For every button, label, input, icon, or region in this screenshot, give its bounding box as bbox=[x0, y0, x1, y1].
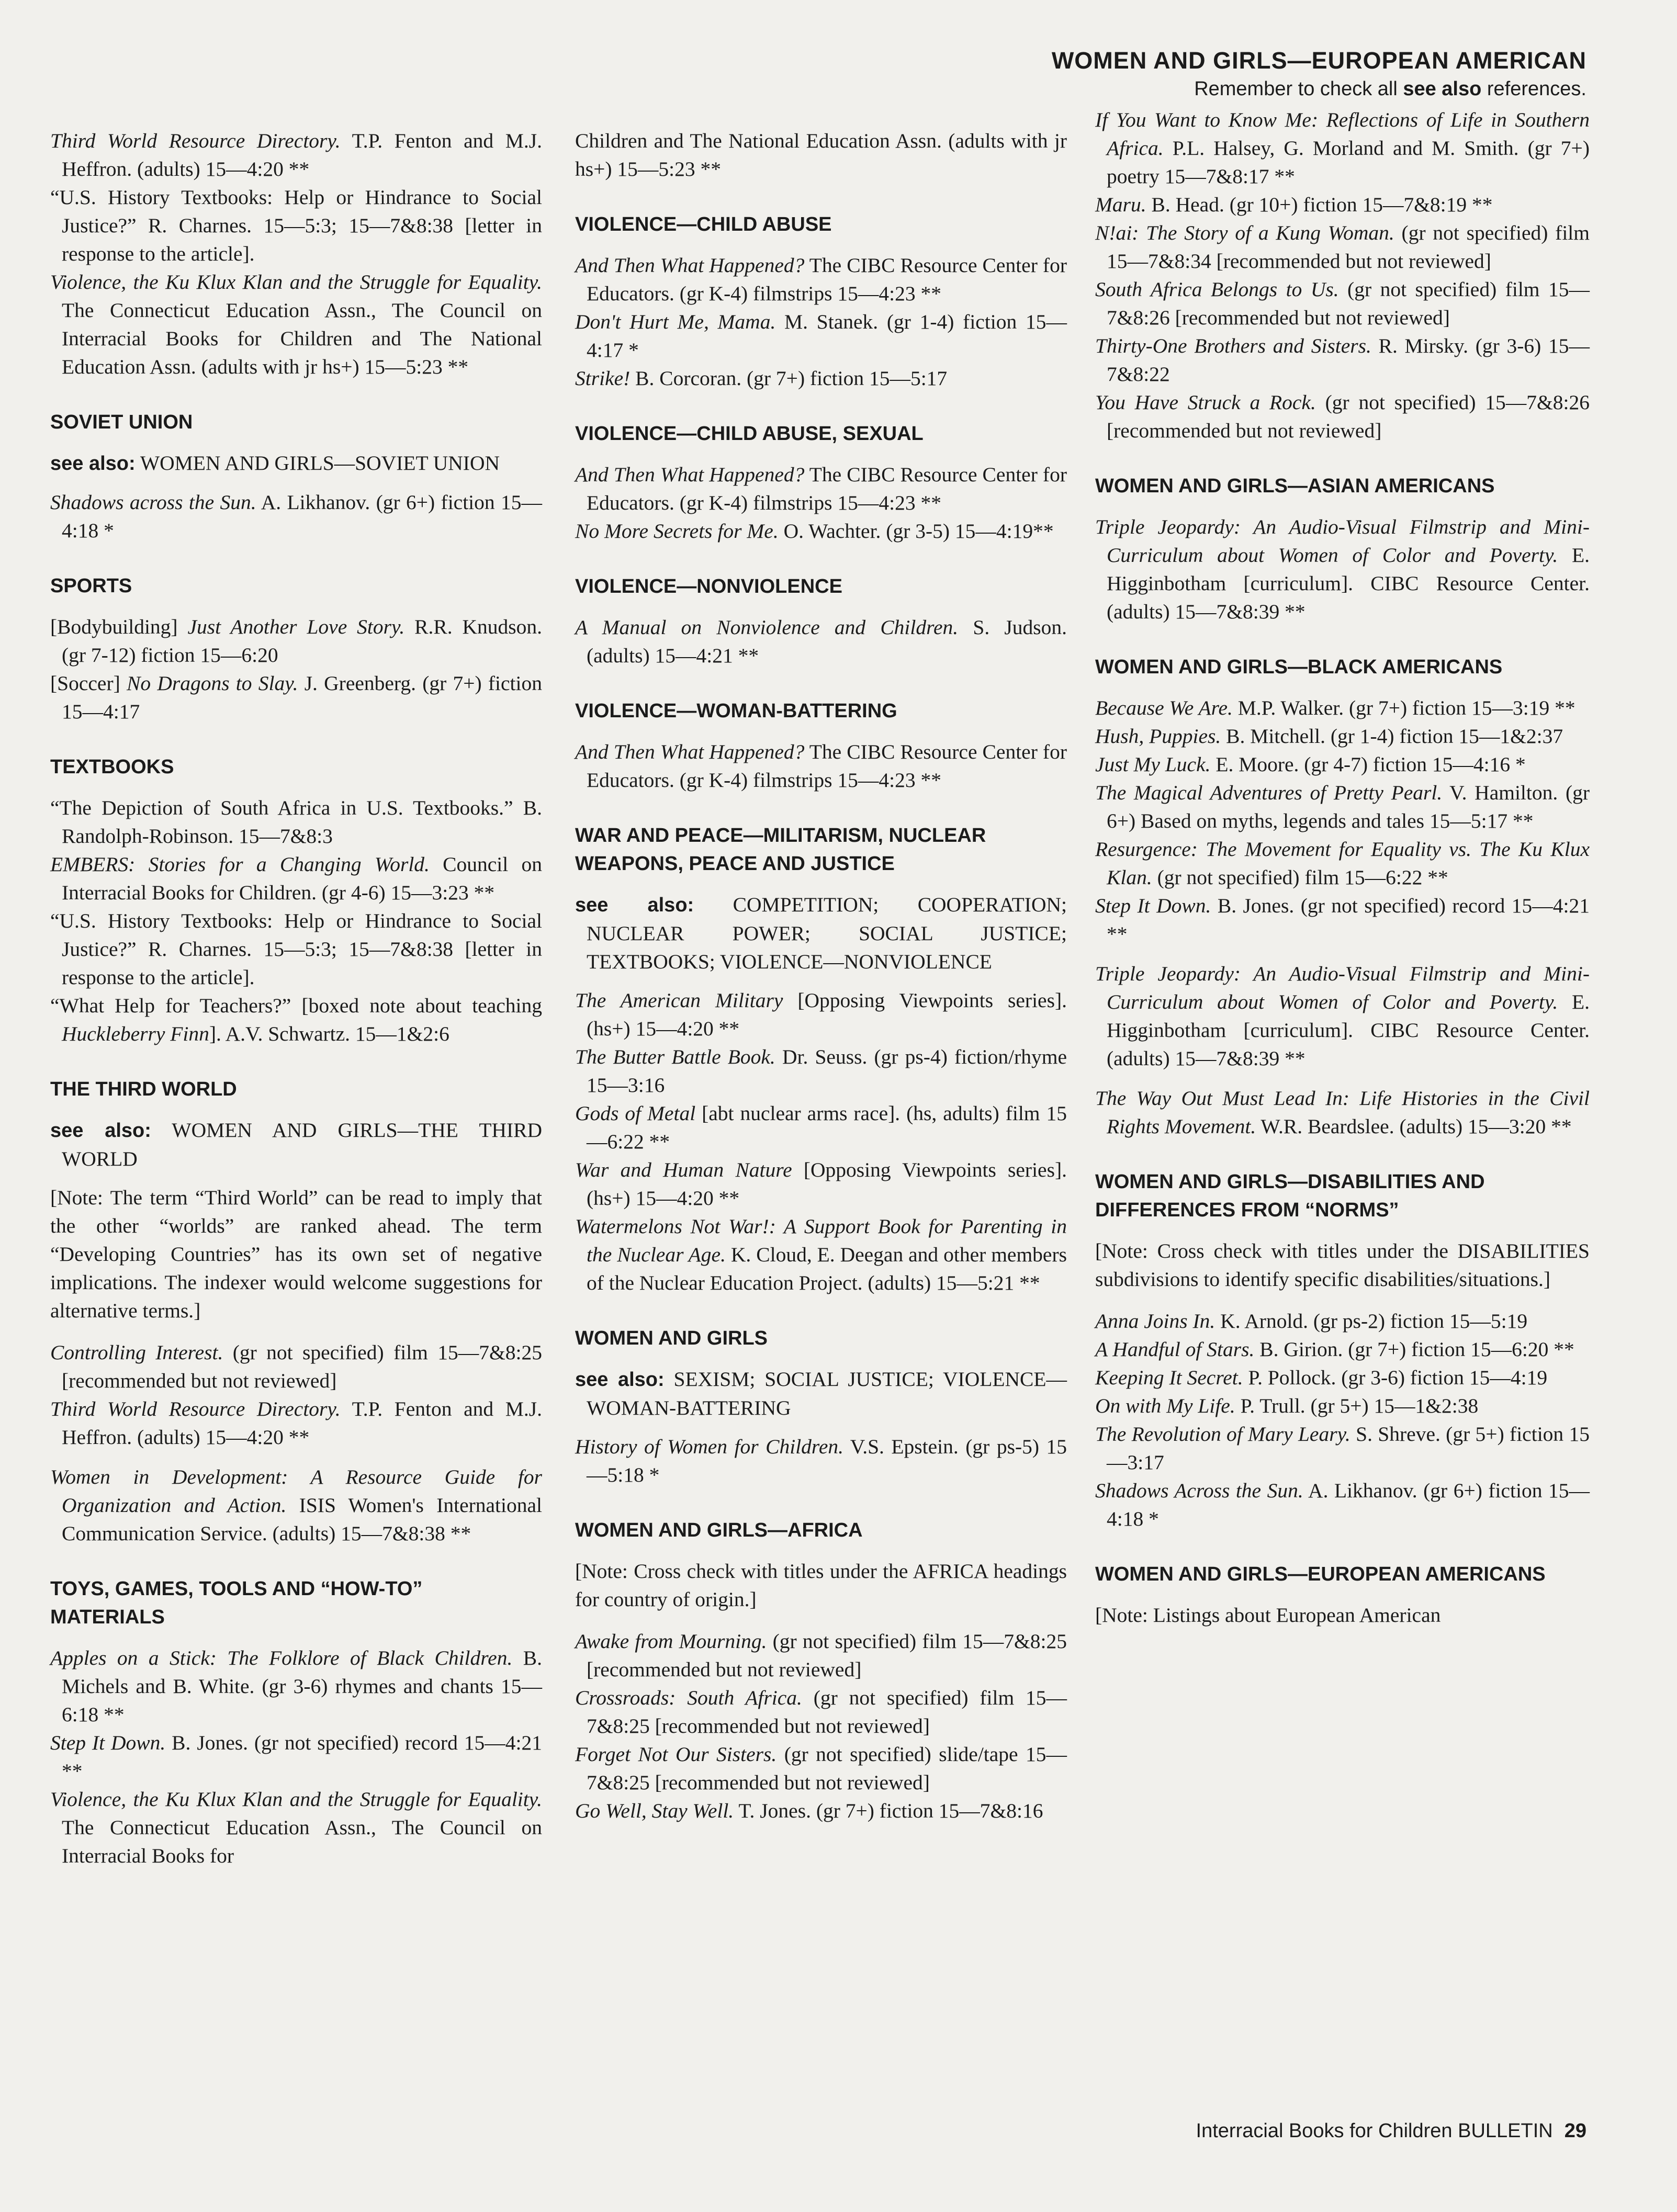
index-entry: EMBERS: Stories for a Changing World. Council on Interracial Books for Children. (gr 4-6) 15—3:23 ** bbox=[50, 853, 543, 904]
index-entry: The Revolution of Mary Leary. S. Shreve. (gr 5+) fiction 15—3:17 bbox=[1095, 1423, 1590, 1474]
index-entry: You Have Struck a Rock. (gr not specified) 15—7&8:26 [recommended but not reviewed] bbox=[1095, 391, 1590, 442]
section-heading: SPORTS bbox=[50, 575, 132, 597]
editor-note: [Note: The term “Third World” can be read to imply that the other “worlds” are ranked ahead. The term “Developing Countries” has its own set of negative implications. The indexer would welcome suggestions for alternative terms.] bbox=[50, 1186, 542, 1322]
section-heading: WOMEN AND GIRLS—AFRICA bbox=[575, 1519, 863, 1541]
index-entry: Women in Development: A Resource Guide for Organization and Action. ISIS Women's International Communication Service. (adults) 15—7&8:38 ** bbox=[50, 1465, 542, 1545]
section-heading: WAR AND PEACE—MILITARISM, NUCLEAR WEAPONS, PEACE AND JUSTICE bbox=[575, 825, 986, 875]
index-entry: War and Human Nature [Opposing Viewpoints series]. (hs+) 15—4:20 ** bbox=[575, 1158, 1067, 1210]
see-also: see also: SEXISM; SOCIAL JUSTICE; VIOLENCE—WOMAN-BATTERING bbox=[575, 1368, 1067, 1419]
header-subtitle-pre: Remember to check all bbox=[1194, 78, 1403, 100]
index-entry: Maru. B. Head. (gr 10+) fiction 15—7&8:19 ** bbox=[1095, 193, 1493, 216]
index-entry: The American Military [Opposing Viewpoints series]. (hs+) 15—4:20 ** bbox=[575, 989, 1067, 1040]
index-entry: Strike! B. Corcoran. (gr 7+) fiction 15—5:17 bbox=[575, 367, 948, 390]
index-entry: Step It Down. B. Jones. (gr not specified) record 15—4:21 ** bbox=[1095, 894, 1590, 945]
index-entry: The Butter Battle Book. Dr. Seuss. (gr ps-4) fiction/rhyme 15—3:16 bbox=[575, 1045, 1067, 1097]
index-entry: If You Want to Know Me: Reflections of Life in Southern Africa. P.L. Halsey, G. Morland and M. Smith. (gr 7+) poetry 15—7&8:17 ** bbox=[1095, 108, 1590, 188]
index-entry: Violence, the Ku Klux Klan and the Struggle for Equality. The Connecticut Education Assn., The Council on Interracial Books for bbox=[50, 1788, 542, 1867]
section-heading: WOMEN AND GIRLS—DISABILITIES AND DIFFERENCES FROM “NORMS” bbox=[1095, 1171, 1485, 1221]
page-footer bbox=[1196, 2120, 1586, 2142]
index-entry: Controlling Interest. (gr not specified) film 15—7&8:25 [recommended but not reviewed] bbox=[50, 1341, 542, 1392]
index-entry: “U.S. History Textbooks: Help or Hindrance to Social Justice?” R. Charnes. 15—5:3; 15—7&8:38 [letter in response to the article]. bbox=[50, 186, 542, 265]
section-heading: TEXTBOOKS bbox=[50, 756, 174, 778]
index-entry: The Magical Adventures of Pretty Pearl. V. Hamilton. (gr 6+) Based on myths, legends and tales 15—5:17 ** bbox=[1095, 781, 1590, 832]
running-header bbox=[1052, 46, 1586, 103]
index-entry: Gods of Metal [abt nuclear arms race]. (hs, adults) film 15—6:22 ** bbox=[575, 1102, 1067, 1153]
index-entry: “The Depiction of South Africa in U.S. Textbooks.” B. Randolph-Robinson. 15—7&8:3 bbox=[50, 796, 542, 848]
index-entry: Forget Not Our Sisters. (gr not specified) slide/tape 15—7&8:25 [recommended but not reviewed] bbox=[575, 1743, 1067, 1794]
see-also: see also: COMPETITION; COOPERATION; NUCLEAR POWER; SOCIAL JUSTICE; TEXTBOOKS; VIOLENCE—NONVIOLENCE bbox=[575, 893, 1067, 973]
header-subtitle-bold: see also bbox=[1403, 78, 1482, 100]
index-entry: Third World Resource Directory. T.P. Fenton and M.J. Heffron. (adults) 15—4:20 ** bbox=[50, 129, 542, 180]
index-entry: Awake from Mourning. (gr not specified) film 15—7&8:25 [recommended but not reviewed] bbox=[575, 1630, 1067, 1681]
section-heading: WOMEN AND GIRLS bbox=[575, 1327, 768, 1349]
section-heading: TOYS, GAMES, TOOLS AND “HOW-TO” MATERIALS bbox=[50, 1578, 423, 1628]
editor-note: [Note: Listings about European American bbox=[1095, 1604, 1441, 1627]
section-heading: VIOLENCE—WOMAN-BATTERING bbox=[575, 700, 897, 722]
header-subtitle bbox=[1052, 75, 1586, 103]
column-3 bbox=[1095, 108, 1590, 1643]
section-heading: WOMEN AND GIRLS—BLACK AMERICANS bbox=[1095, 656, 1503, 678]
column-1 bbox=[50, 127, 542, 1870]
section-heading: WOMEN AND GIRLS—ASIAN AMERICANS bbox=[1095, 475, 1495, 497]
index-entry: Watermelons Not War!: A Support Book for Parenting in the Nuclear Age. K. Cloud, E. Deegan and other members of the Nuclear Education Project. (adults) 15—5:21 ** bbox=[575, 1215, 1067, 1294]
index-entry: Keeping It Secret. P. Pollock. (gr 3-6) fiction 15—4:19 bbox=[1095, 1366, 1548, 1389]
editor-note: [Note: Cross check with titles under the DISABILITIES subdivisions to identify specific disabilities/situations.] bbox=[1095, 1239, 1590, 1291]
index-entry: Resurgence: The Movement for Equality vs. The Ku Klux Klan. (gr not specified) film 15—6:22 ** bbox=[1095, 838, 1590, 889]
index-entry: Shadows across the Sun. A. Likhanov. (gr 6+) fiction 15—4:18 * bbox=[50, 491, 543, 542]
page-number: 29 bbox=[1564, 2120, 1586, 2142]
index-entry: Triple Jeopardy: An Audio-Visual Filmstrip and Mini-Curriculum about Women of Color and Poverty. E. Higginbotham [curriculum]. CIBC Resource Center. (adults) 15—7&8:39 ** bbox=[1095, 962, 1590, 1070]
index-entry: Apples on a Stick: The Folklore of Black Children. B. Michels and B. White. (gr 3-6) rhymes and chants 15—6:18 ** bbox=[50, 1646, 542, 1726]
index-entry: “U.S. History Textbooks: Help or Hindrance to Social Justice?” R. Charnes. 15—5:3; 15—7&8:38 [letter in response to the article]. bbox=[50, 909, 542, 989]
index-entry: [Bodybuilding] Just Another Love Story. R.R. Knudson. (gr 7-12) fiction 15—6:20 bbox=[50, 615, 543, 667]
index-entry: “What Help for Teachers?” [boxed note about teaching Huckleberry Finn]. A.V. Schwartz. 15—1&2:6 bbox=[50, 994, 542, 1045]
section-heading: VIOLENCE—CHILD ABUSE bbox=[575, 213, 832, 235]
index-entry: Go Well, Stay Well. T. Jones. (gr 7+) fiction 15—7&8:16 bbox=[575, 1799, 1043, 1822]
index-entry: And Then What Happened? The CIBC Resource Center for Educators. (gr K-4) filmstrips 15—4:23 ** bbox=[575, 463, 1067, 514]
index-entry: Shadows Across the Sun. A. Likhanov. (gr 6+) fiction 15—4:18 * bbox=[1095, 1479, 1590, 1530]
header-title: WOMEN AND GIRLS—EUROPEAN AMERICAN bbox=[1051, 47, 1586, 74]
index-entry: And Then What Happened? The CIBC Resource Center for Educators. (gr K-4) filmstrips 15—4:23 ** bbox=[575, 740, 1067, 792]
index-entry: N!ai: The Story of a Kung Woman. (gr not specified) film 15—7&8:34 [recommended but not reviewed] bbox=[1095, 221, 1590, 273]
section-heading: SOVIET UNION bbox=[50, 411, 193, 433]
index-entry: No More Secrets for Me. O. Wachter. (gr 3-5) 15—4:19** bbox=[575, 520, 1054, 543]
publication-name: Interracial Books for Children BULLETIN bbox=[1196, 2120, 1553, 2142]
index-entry: On with My Life. P. Trull. (gr 5+) 15—1&2:38 bbox=[1095, 1394, 1479, 1417]
index-entry: Step It Down. B. Jones. (gr not specified) record 15—4:21 ** bbox=[50, 1731, 542, 1782]
section-heading: WOMEN AND GIRLS—EUROPEAN AMERICANS bbox=[1095, 1563, 1546, 1585]
index-entry: Triple Jeopardy: An Audio-Visual Filmstrip and Mini-Curriculum about Women of Color and Poverty. E. Higginbotham [curriculum]. CIBC Resource Center. (adults) 15—7&8:39 ** bbox=[1095, 515, 1590, 623]
index-entry: South Africa Belongs to Us. (gr not specified) film 15—7&8:26 [recommended but not reviewed] bbox=[1095, 278, 1590, 329]
index-entry: Just My Luck. E. Moore. (gr 4-7) fiction 15—4:16 * bbox=[1095, 753, 1526, 776]
index-entry: Don't Hurt Me, Mama. M. Stanek. (gr 1-4) fiction 15—4:17 * bbox=[575, 310, 1067, 362]
index-entry: The Way Out Must Lead In: Life Histories in the Civil Rights Movement. W.R. Beardslee. (adults) 15—3:20 ** bbox=[1095, 1087, 1590, 1138]
index-entry: A Handful of Stars. B. Girion. (gr 7+) fiction 15—6:20 ** bbox=[1095, 1338, 1574, 1361]
index-entry: Anna Joins In. K. Arnold. (gr ps-2) fiction 15—5:19 bbox=[1095, 1310, 1528, 1333]
section-heading: THE THIRD WORLD bbox=[50, 1078, 237, 1100]
column-2 bbox=[575, 127, 1067, 1825]
index-entry: Violence, the Ku Klux Klan and the Struggle for Equality. The Connecticut Education Assn., The Council on Interracial Books for Children and The National Education Assn. (adults with jr hs+) 15—5:23 ** bbox=[50, 270, 542, 378]
index-entry: Because We Are. M.P. Walker. (gr 7+) fiction 15—3:19 ** bbox=[1095, 696, 1575, 719]
see-also: see also: WOMEN AND GIRLS—SOVIET UNION bbox=[50, 452, 500, 475]
index-entry: A Manual on Nonviolence and Children. S. Judson. (adults) 15—4:21 ** bbox=[575, 616, 1067, 667]
index-entry: [Soccer] No Dragons to Slay. J. Greenberg. (gr 7+) fiction 15—4:17 bbox=[50, 672, 543, 723]
continued-entry: Children and The National Education Assn. (adults with jr hs+) 15—5:23 ** bbox=[575, 129, 1067, 180]
see-also: see also: WOMEN AND GIRLS—THE THIRD WORLD bbox=[50, 1119, 543, 1170]
section-heading: VIOLENCE—CHILD ABUSE, SEXUAL bbox=[575, 423, 924, 445]
index-entry: Third World Resource Directory. T.P. Fenton and M.J. Heffron. (adults) 15—4:20 ** bbox=[50, 1397, 542, 1449]
index-entry: History of Women for Children. V.S. Epstein. (gr ps-5) 15—5:18 * bbox=[575, 1435, 1067, 1486]
index-entry: Thirty-One Brothers and Sisters. R. Mirsky. (gr 3-6) 15—7&8:22 bbox=[1095, 334, 1590, 386]
section-heading: VIOLENCE—NONVIOLENCE bbox=[575, 575, 842, 597]
index-entry: Hush, Puppies. B. Mitchell. (gr 1-4) fiction 15—1&2:37 bbox=[1095, 725, 1563, 748]
editor-note: [Note: Cross check with titles under the AFRICA headings for country of origin.] bbox=[575, 1560, 1067, 1611]
header-subtitle-post: references. bbox=[1481, 78, 1586, 100]
index-entry: Crossroads: South Africa. (gr not specified) film 15—7&8:25 [recommended but not reviewed] bbox=[575, 1686, 1067, 1737]
index-entry: And Then What Happened? The CIBC Resource Center for Educators. (gr K-4) filmstrips 15—4:23 ** bbox=[575, 254, 1067, 305]
